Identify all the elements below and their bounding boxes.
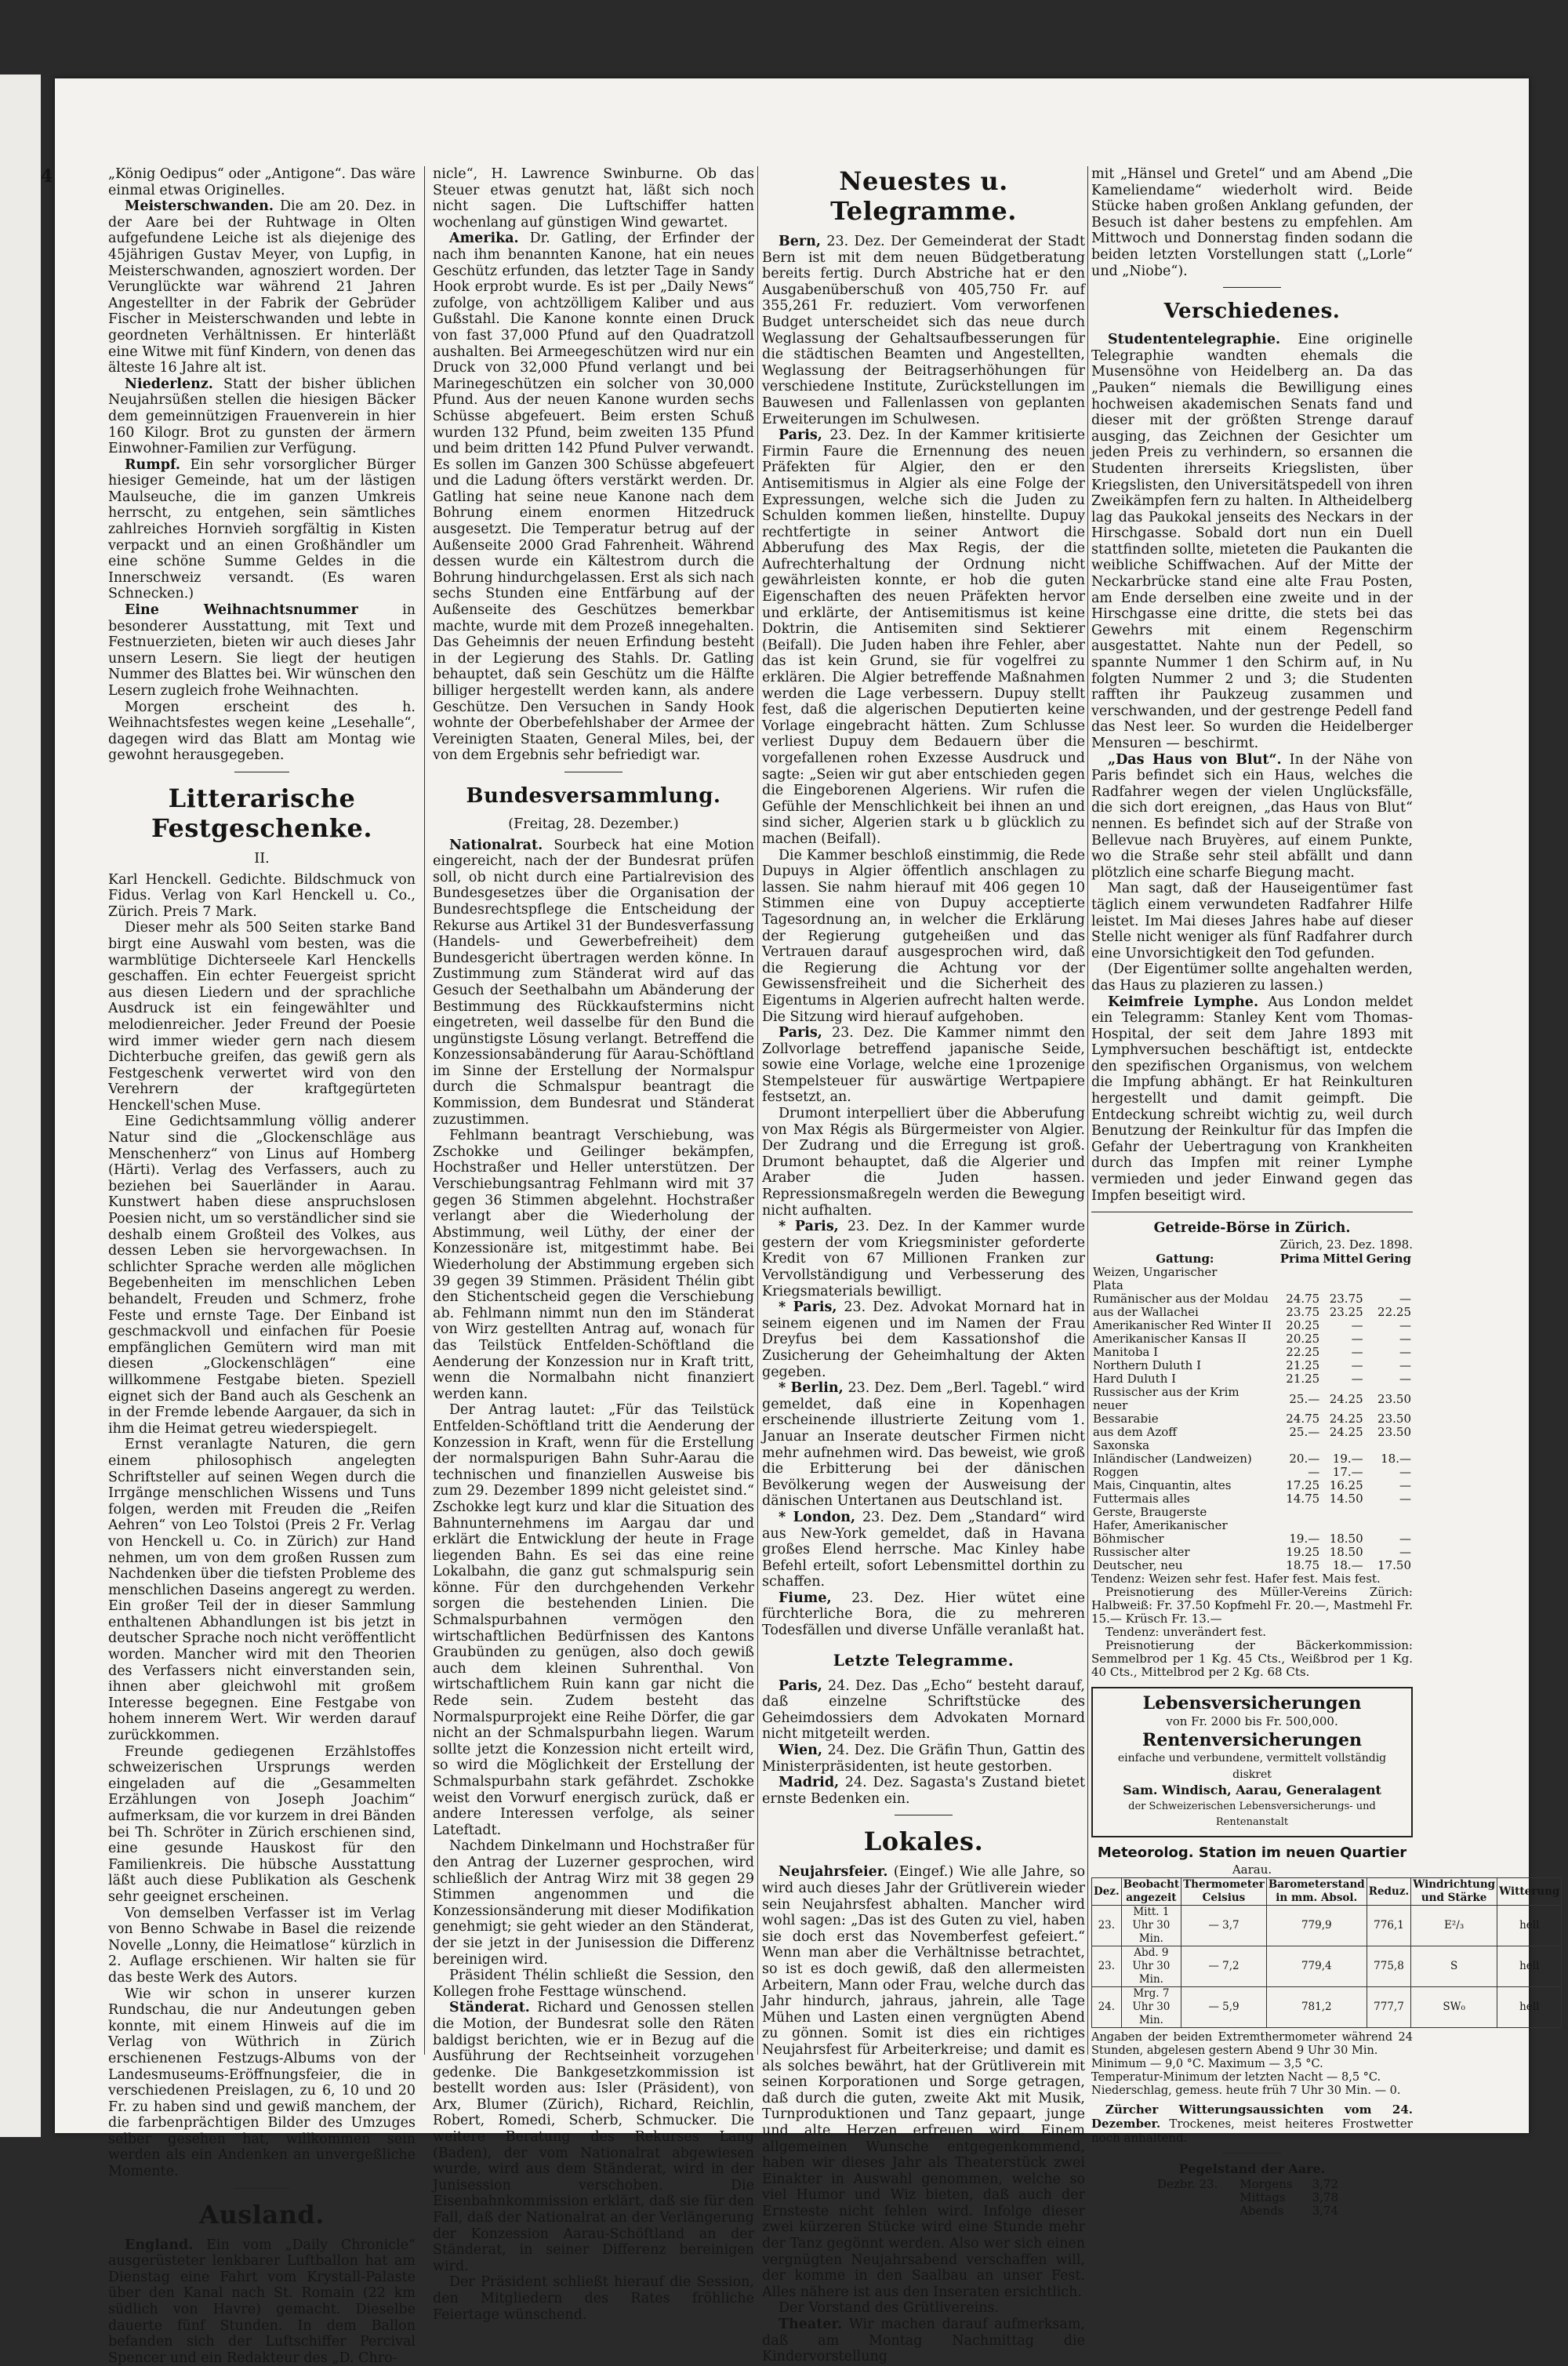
article-text: mit „Hänsel und Gretel“ und am Abend „Die Kameliendame“ wiederholt wird. Beide Stücke haben großen Anklang gefunden, der Besuch ist daher bestens zu empfehlen. Am Mittwoch und Donnerstag finden sodann die beiden letzten Vorstellungen statt („Lorle“ und „Niobe“).: [1091, 166, 1413, 279]
article-text: 23. Dez. Advokat Mornard hat in seinem eigenen und im Namen der Frau Dreyfus bei dem Kassationshof die Zusicherung der Geheimhaltung der Akten gegeben.: [762, 1299, 1085, 1380]
grain-tendency-2: Tendenz: unverändert fest.: [1105, 1625, 1267, 1640]
article-text: Die am 20. Dez. in der Aare bei der Ruhtwage in Olten aufgefundene Leiche ist als diejenige des 45jährigen Gustav Meyer, von Lupfig, in Meisterschwanden, agnosziert worden. Der Verunglückte war während 21 Jahren Angestellter in der Fabrik der Gebrüder Fischer in Meisterschwanden und lebte in geordneten Verhältnissen. Er hinterläßt eine Witwe mit fünf Kindern, von denen das älteste 16 Jahre alt ist.: [108, 198, 416, 376]
grain-cell: aus der Wallachei: [1093, 1305, 1199, 1320]
grain-cell: 18.50: [1329, 1545, 1363, 1560]
grain-row: [1091, 1439, 1413, 1452]
grain-cell: [1321, 1266, 1364, 1279]
water-level-row: [1156, 2204, 1348, 2218]
weather-row: [1092, 1946, 1562, 1987]
article-keyword: * Paris,: [779, 1219, 839, 1235]
article-text: Wir machen darauf aufmerksam, daß am Montag Nachmittag die Kindervorstellung: [762, 2317, 1085, 2365]
grain-cell: Bessarabie: [1093, 1412, 1159, 1427]
grain-cell: Amerikanischer Red Winter II: [1093, 1318, 1272, 1333]
grain-cell: —: [1399, 1292, 1411, 1307]
article-text: Präsident Thélin schließt die Session, den Kollegen frohe Festtage wünschend.: [433, 1968, 754, 2000]
grain-row: [1091, 1292, 1413, 1306]
grain-cell: 16.25: [1329, 1478, 1363, 1493]
grain-cell: Plata: [1093, 1278, 1123, 1293]
grain-cell: [1321, 1279, 1364, 1292]
grain-cell: 21.25: [1286, 1358, 1320, 1373]
grain-cell: Böhmischer: [1093, 1532, 1164, 1546]
weather-row: [1092, 1906, 1562, 1946]
water-level-cell: Mittags: [1240, 2190, 1286, 2204]
ad-agent: Sam. Windisch, Aarau, Generalagent: [1123, 1783, 1381, 1798]
section-heading: Letzte Telegramme.: [833, 1650, 1014, 1670]
weather-cell: 23.: [1092, 1946, 1122, 1987]
weather-cell: 24.: [1092, 1987, 1122, 2028]
forecast-heading: Zürcher Witterungsaussichten vom 24. Dezember.: [1091, 2103, 1413, 2132]
article-keyword: England.: [125, 2237, 194, 2253]
grain-cell: 24.25: [1329, 1412, 1363, 1427]
grain-cell: Hard Duluth I: [1093, 1372, 1177, 1387]
grain-cell: 19.—: [1332, 1452, 1363, 1466]
water-level-cell: [1156, 2191, 1238, 2204]
mill-prices: Preisnotierung des Müller-Vereins Zürich: Halbweiß: Fr. 37.50 Kopfmehl Fr. 20.—, Mastmehl Fr. 15.— Krüsch Fr. 13.—: [1091, 1585, 1413, 1626]
grain-cell: Roggen: [1093, 1465, 1139, 1480]
grain-cell: 14.50: [1329, 1492, 1363, 1506]
grain-cell: Russischer alter: [1093, 1545, 1190, 1560]
grain-row: [1091, 1386, 1413, 1412]
table-header-cell: Witterung: [1497, 1878, 1562, 1906]
grain-cell: —: [1399, 1332, 1411, 1347]
grain-row: [1091, 1479, 1413, 1492]
column-rule: [757, 166, 758, 2055]
grain-cell: —: [1399, 1358, 1411, 1373]
forecast-text: Trockenes, meist heiteres Frostwetter noch anhaltend.: [1091, 2117, 1413, 2146]
article-text: (Eingef.) Wie alle Jahre, so wird auch dieses Jahr der Grütliverein wieder sein Neujahrsfest abhalten. Mancher wird wohl sagen: „Das ist des Guten zu viel, haben sie doch erst das Novemberfest gefeiert.“ Wenn man aber die Verhältnisse betrachtet, so ist es doch gewiß, daß den allermeisten Arbeitern, Mann oder Frau, welche durch das Jahr hindurch, jahraus, jahrein, alle Tage Mühen und Lasten einen vergnügten Abend zu gönnen. Somit ist dies ein richtiges Neujahrsfest für Arbeiterkreise; und damit es als solches bewährt, hat der Grütliverein mit seinen Korporationen und Sorge getragen, daß durch die guten, zweite Akt mit Musik, Turnproduktionen und Tanz gepaart, junge und alte Herzen erfreuen wird. Einem allgemeinen Wunsche entgegenkommend, haben wir dieses Jahr als Theaterstück zwei Einakter in Auswahl genommen, welche so viel Humor und Wiz bieten, daß auch der Ernsteste nicht fehlen wird. Infolge dieser zwei kürzeren Stücke wird eine Stunde mehr der Tanz gegönnt werden. Also wer sich einen vergnügten Neujahrsabend verschaffen will, der komme in den Saalbau an unser Fest. Alles nähere ist aus den Inseraten ersichtlich.: [762, 1864, 1085, 2300]
section-subheading: (Freitag, 28. Dezember.): [508, 816, 679, 832]
grain-cell: 23.75: [1329, 1292, 1363, 1307]
grain-cell: [1321, 1519, 1364, 1532]
article-keyword: Nationalrat.: [449, 837, 543, 853]
weather-cell: hell: [1497, 1906, 1562, 1946]
column-rule: [1087, 166, 1088, 2055]
weather-cell: 779,9: [1266, 1906, 1367, 1946]
weather-table: [1091, 1877, 1562, 2028]
column-2: [433, 166, 754, 2323]
article-keyword: Fiume,: [779, 1590, 832, 1606]
article-keyword: Niederlenz.: [125, 376, 213, 392]
article-text: Dieser mehr als 500 Seiten starke Band birgt eine Auswahl vom besten, was die warmblütige Dichterseele Karl Henckells geschaffen. Ein echter Feuergeist spricht aus diesen Liedern und der sprachliche Ausdruck ist ein feingewählter und melodienreicher. Jeder Freund der Poesie wird immer wieder gern nach diesem Dichterbuche greifen, das gewiß gern als Festgeschenk verwertet wird von den Verehrern der kraftgegürteten Henckell'schen Muse.: [108, 920, 416, 1114]
table-header-cell: Gattung:: [1156, 1252, 1214, 1267]
weather-note: Minimum — 9,0 °C. Maximum — 3,5 °C.: [1091, 2058, 1323, 2071]
grain-cell: Futtermais alles: [1093, 1492, 1190, 1506]
weather-cell: E²/₃: [1411, 1906, 1497, 1946]
bakery-prices: Preisnotierung der Bäckerkommission: Semmelbrod per 1 Kg. 45 Cts., Weißbrod per 1 Kg. 40 Cts., Mittelbrod per 2 Kg. 68 Cts.: [1091, 1638, 1413, 1680]
column-3: [762, 166, 1085, 2365]
weather-cell: S: [1411, 1946, 1497, 1987]
table-header-cell: Dez.: [1092, 1878, 1122, 1906]
table-header-cell: Thermometer Celsius: [1181, 1878, 1267, 1906]
grain-cell: 23.50: [1377, 1412, 1411, 1427]
article-text: Fehlmann beantragt Verschiebung, was Zschokke und Geilinger bekämpfen, Hochstraßer und Heller unterstützen. Der Verschiebungsantrag Fehlmann wird mit 37 gegen 36 Stimmen abgelehnt. Hochstraßer verlangt aber die Wiederholung der Abstimmung, weil Lüthy, der einer der Konzessionäre ist, mitgestimmt habe. Bei Wiederholung der Abstimmung ergeben sich 39 gegen 39 Stimmen. Präsident Thélin gibt den Stichentscheid gegen die Verschiebung ab. Fehlmann nimmt nun den im Ständerat von Wirz gestellten Antrag auf, wonach für das Teilstück Entfelden-Schöftland die Aenderung der Konzession nur in Kraft tritt, wenn die Normalbahn nicht finanziert werden kann.: [433, 1128, 754, 1402]
article-keyword: Keimfreie Lymphe.: [1108, 994, 1259, 1010]
article-text: Karl Henckell. Gedichte. Bildschmuck von Fidus. Verlag von Karl Henckell u. Co., Zürich. Preis 7 Mark.: [108, 871, 416, 920]
water-level-cell: Dezbr. 23.: [1157, 2176, 1218, 2191]
grain-row: [1091, 1519, 1413, 1532]
section-heading: Bundesversammlung.: [466, 783, 721, 808]
grain-cell: —: [1399, 1492, 1411, 1506]
article-text: 23. Dez. Dem „Berl. Tagebl.“ wird gemeldet, daß eine in Kopenhagen erscheinende illustrierte Zeitung vom 1. Januar an Inserate deutscher Firmen nicht mehr aufnehmen wird. Das beweist, wie groß die Erbitterung bei der dänischen Bevölkerung wegen der Ausweisung der dänischen Untertanen aus Deutschland ist.: [762, 1380, 1085, 1510]
article-text: 24. Dez. Die Gräfin Thun, Gattin des Ministerpräsidenten, ist heute gestorben.: [762, 1743, 1085, 1775]
grain-cell: 17.—: [1332, 1465, 1363, 1480]
grain-cell: Deutscher, neu: [1093, 1558, 1183, 1573]
grain-row: [1091, 1452, 1413, 1466]
grain-tendency: Tendenz: Weizen sehr fest. Hafer fest. Mais fest.: [1091, 1572, 1381, 1586]
grain-row: [1091, 1319, 1413, 1332]
grain-cell: 18.—: [1332, 1558, 1363, 1573]
grain-cell: [1279, 1266, 1321, 1279]
grain-cell: —: [1399, 1532, 1411, 1546]
article-text: Der Antrag lautet: „Für das Teilstück Entfelden-Schöftland tritt die Aenderung der Konzession in Kraft, wenn für die Erstellung der normalspurigen Bahn Suhr-Aarau die technischen und finanziellen Ausweise bis zum 29. Dezember 1899 nicht geleistet sind.“ Zschokke legt kurz und klar die Situation des Bahnunternehmens im Aargau dar und erklärt die Entwicklung der heute in Frage liegenden Bahn. Es sei das eine reine Lokalbahn, die ganz gut schmalspurig sein könne. Für den durchgehenden Verkehr sorgen die bestehenden Linien. Die Schmalspurbahnen vermögen den wirtschaftlichen Bedürfnissen des Kantons Graubünden zu genügen, also doch gewiß auch dem kleinen Suhrenthal. Von wirtschaftlichem Ruin kann gar nicht die Rede sein. Zudem besteht das Normalspurprojekt eine Reihe Dörfer, die gar nicht an der Schmalspurbahn liegen. Warum sollte jetzt die Konzession nicht erteilt wird, so wird die Möglichkeit der Erstellung der Schmalspurbahn stark gefährdet. Zschokke weist den Vorwurf energisch zurück, daß er andere Interessen verfolge, als seiner Lateftadt.: [433, 1402, 754, 1838]
grain-cell: [1321, 1506, 1364, 1519]
article-keyword: „Das Haus von Blut“.: [1108, 751, 1282, 768]
grain-row: [1091, 1559, 1413, 1572]
grain-cell: —: [1351, 1332, 1363, 1347]
ad-headline: Rentenversicherungen: [1142, 1730, 1362, 1750]
article-keyword: Neujahrsfeier.: [779, 1864, 888, 1881]
weather-cell: — 3,7: [1181, 1906, 1267, 1946]
grain-cell: 22.25: [1377, 1305, 1411, 1320]
table-header-cell: Windrichtung und Stärke: [1411, 1878, 1497, 1906]
grain-cell: —: [1399, 1465, 1411, 1480]
grain-cell: Rumänischer aus der Moldau: [1093, 1292, 1269, 1307]
weather-cell: SW₀: [1411, 1987, 1497, 2028]
ad-text: von Fr. 2000 bis Fr. 500,000.: [1166, 1714, 1338, 1729]
grain-cell: [1365, 1506, 1413, 1519]
article-text: 23. Dez. Dem „Standard“ wird aus New-York gemeldet, daß in Havana großes Elend herrsche. Mac Kinley habe Befehl erteilt, sofort Lebensmittel dorthin zu schaffen.: [762, 1509, 1085, 1590]
grain-row: [1091, 1279, 1413, 1292]
article-text: 24. Dez. Sagasta's Zustand bietet ernste Bedenken ein.: [762, 1775, 1085, 1807]
article-text: 23. Dez. In der Kammer kritisierte Firmin Faure die Ernennung des neuen Präfekten für Algier, den er den Antisemitismus in Algier als eine Folge der Expressungen, welche sich die Juden zu Schulden kommen ließen, hinstellte. Dupuy rechtfertigte in seiner Antwort die Abberufung des Max Regis, der die Aufrechterhaltung der Ordnung nicht gewährleisten konnte, er hob die guten Eigenschaften des neuen Präfekten hervor und erklärte, der Antisemitismus ist keine Doktrin, die Antisemiten sind Sektierer (Beifall). Die Juden haben ihre Fehler, aber das ist kein Grund, sie für vogelfrei zu erklären. Die Algier betreffende Maßnahmen werden die Lage verbessern. Dupuy stellt fest, daß die algerischen Deputierten keine Vorlage eingebracht hätten. Zum Schlusse verliest Dupuy dem Bedauern über die vorgefallenen rohen Exzesse Ausdruck und sagte: „Seien wir gut aber entschieden gegen die Eingeborenen Algeriens. Wir rufen die Gefühle der Menschlichkeit bei ihnen an und sind sicher, Algerien stark u b glücklich zu machen (Beifall).: [762, 427, 1085, 847]
water-level-cell: Abends: [1240, 2203, 1284, 2218]
article-text: „König Oedipus“ oder „Antigone“. Das wäre einmal etwas Originelles.: [108, 166, 416, 198]
article-keyword: Meisterschwanden.: [125, 198, 274, 215]
article-text: Richard und Genossen stellen die Motion, der Bundesrat solle den Räten baldigst berichten, wie er in Bezug auf die Ausführung der Rechtseinheit vorzugehen gedenke. Die Bankgesetzkommission ist bestellt worden aus: Isler (Präsident), von Arx, Blumer (Zürich), Richard, Reichlin, Robert, Romedi, Scherb, Schmucker. Die weitere Beratung des Rekurses Lang (Baden), der vom Nationalrat abgewiesen wurde, wird aus dem Ständerat, wird in der Junisession verschoben. Die Eisenbahnkommission erklärt, daß sie für den Fall, daß der Nationalrat an der Verlängerung der Konzession Aarau-Schöftland an der Ständerat, in seiner Differenz bereinigen wird.: [433, 2000, 754, 2274]
water-level-cell: [1156, 2204, 1238, 2218]
grain-row: [1091, 1506, 1413, 1519]
column-4: [1091, 166, 1560, 2218]
weather-cell: 777,7: [1367, 1987, 1410, 2028]
grain-cell: —: [1399, 1372, 1411, 1387]
weather-station-title: Meteorolog. Station im neuen Quartier: [1097, 1844, 1407, 1861]
article-keyword: * Berlin,: [779, 1380, 844, 1397]
weather-cell: hell: [1497, 1987, 1562, 2028]
article-text: Sourbeck hat eine Motion eingereicht, nach der der Bundesrat prüfen soll, ob nicht durch eine Partialrevision des Bundesgesetzes über die Organisation der Bundesrechtspflege die Entscheidung der Rekurse aus Artikel 31 der Bundesverfassung (Handels- und Gewerbefreiheit) dem Bundesgericht übertragen werden könne. In Zustimmung zum Ständerat wird auf das Gesuch der Seethalbahn um Abänderung der Bestimmung des Rückkaufstermins nicht eingetreten, weil dasselbe für den Bund die ungünstigste Lösung verlangt. Betreffend die Konzessionsabänderung für Aarau-Schöftland im Sinne der Erstellung der Normalspur durch die Schmalspur beantragt die Kommission, dem Bundesrat und Ständerat zuzustimmen.: [433, 837, 754, 1128]
article-keyword: Rumpf.: [125, 456, 181, 473]
grain-cell: aus dem Azoff: [1093, 1425, 1177, 1440]
water-level-row: [1156, 2178, 1348, 2191]
grain-cell: [1365, 1519, 1413, 1532]
article-keyword: Studententelegraphie.: [1108, 332, 1281, 348]
weather-cell: — 5,9: [1181, 1987, 1267, 2028]
grain-cell: —: [1351, 1372, 1363, 1387]
weather-note: Niederschlag, gemess. heute früh 7 Uhr 30 Min. — 0.: [1091, 2084, 1401, 2098]
grain-cell: 24.75: [1286, 1412, 1320, 1427]
grain-cell: 14.75: [1286, 1492, 1320, 1506]
separator: [234, 2188, 290, 2189]
grain-row: [1091, 1532, 1413, 1546]
article-text: nicle“, H. Lawrence Swinburne. Ob das Steuer etwas genutzt hat, läßt sich noch nicht sagen. Die Luftschiffer hatten wochenlang auf günstigen Wind gewartet.: [433, 166, 754, 231]
section-subheading: II.: [254, 850, 270, 867]
weather-cell: — 7,2: [1181, 1946, 1267, 1987]
column-rule: [424, 166, 425, 2055]
grain-cell: Northern Duluth I: [1093, 1358, 1202, 1373]
grain-cell: 20.—: [1289, 1452, 1320, 1466]
grain-cell: Manitoba I: [1093, 1345, 1159, 1360]
article-keyword: Madrid,: [779, 1775, 840, 1791]
article-keyword: Eine Weihnachtsnummer: [125, 602, 358, 619]
grain-cell: Gerste, Braugerste: [1093, 1505, 1207, 1520]
article-text: In der Nähe von Paris befindet sich ein Haus, welches die Radfahrer wegen der vielen Unglücksfälle, die sich dort ereignen, „das Haus von Blut“ nennen. Es befindet sich auf der Straße von Bellevue nach Bruyères, auf einem Punkte, wo die Straße sehr steil abfällt und dann plötzlich eine scharfe Biegung macht.: [1091, 751, 1413, 881]
grain-row: [1091, 1546, 1413, 1559]
table-header-cell: Prima: [1279, 1252, 1320, 1267]
article-text: Der Präsident schließt hierauf die Session, den Mitgliedern des Rates fröhliche Feiertage wünschend.: [433, 2274, 754, 2323]
weather-row: [1092, 1987, 1562, 2028]
article-text: 23. Dez. Der Gemeinderat der Stadt Bern ist mit dem neuen Büdgetberatung bereits fertig. Durch Abstriche hat er den Ausgabenüberschuß von 405,750 Fr. auf 355,261 Fr. reduziert. Vom verworfenen Budget unterscheidet sich das neue durch Weglassung der Gehaltsaufbesserungen für die städtischen Beamten und Angestellten, Weglassung der Beitragserhöhungen für verschiedene Institute, Zurückstellungen im Bauwesen und Fallenlassen von geplanten Erweiterungen im Schulwesen.: [762, 234, 1085, 427]
weather-cell: Abd. 9 Uhr 30 Min.: [1121, 1946, 1181, 1987]
article-keyword: * London,: [779, 1509, 856, 1525]
section-heading: Neuestes u. Telegramme.: [830, 166, 1017, 226]
grain-cell: Saxonska: [1093, 1438, 1150, 1453]
grain-cell: 23.75: [1286, 1305, 1320, 1320]
ad-headline: Lebensversicherungen: [1142, 1693, 1362, 1714]
article-text: Wie wir schon in unserer kurzen Rundschau, die nur Andeutungen geben konnte, mit einem Hinweis auf die im Verlag von Wüthrich in Zürich erschienenen Festzugs-Albums von der Landesmuseums-Eröffnungsfeier, die in verschiedenen Preislagen, zu 6, 10 und 20 Fr. zu haben sind und gewiß manchem, der die farbenprächtigen Bilder des Umzuges selber gesehen hat, willkommen sein werden als ein Andenken an unvergeßliche Momente.: [108, 1986, 416, 2180]
article-text: Drumont interpelliert über die Abberufung von Max Régis als Bürgermeister von Algier. Der Zudrang und die Erregung ist groß. Drumont behauptet, daß die Algerier und Araber die Juden hassen. Repressionsmaßregeln werden die Bewegung nicht aufhalten.: [762, 1106, 1085, 1219]
section-heading: Verschiedenes.: [1163, 300, 1341, 324]
article-keyword: Paris,: [779, 1025, 822, 1041]
separator: [1223, 287, 1281, 288]
article-keyword: * Paris,: [779, 1299, 837, 1316]
grain-cell: 18.75: [1286, 1558, 1320, 1573]
article-text: Eine originelle Telegraphie wandten ehemals die Musensöhne von Heidelberg an. Da das „Pauken“ niemals die Bewilligung eines hochweisen akademischen Senats fand und dieser mit der größten Strenge darauf ausging, das Zeichnen der Gesichter um jeden Preis zu verhindern, so ersannen die Studenten ihrerseits Kriegslisten, über Kriegslisten, den Universitätspedell von ihren Zweikämpfen fern zu halten. In Altheidelberg lag das Paukokal jenseits des Neckars in der Hirschgasse. Sobald dort nun ein Duell stattfinden sollte, mieteten die Paukanten die weibliche Schiffwachen. Auf der Mitte der Neckarbrücke stand eine alte Frau Posten, am Ende derselben eine zweite und in der Hirschgasse eine dritte, die stets bei das Gewehrs mit einem Regenschirm ausgestattet. Nahte nun der Pedell, so spannte Nummer 1 den Schirm auf, in Nu folgten Nummer 2 und 3; die Studenten rafften ihr Paukzeug zusammen und verschwanden, und der gestrenge Pedell fand das Nest leer. So wurden die Heidelberger Mensuren — beschirmt.: [1091, 332, 1413, 751]
weather-cell: 776,1: [1367, 1906, 1410, 1946]
weather-cell: Mrg. 7 Uhr 30 Min.: [1121, 1987, 1181, 2028]
article-text: 23. Dez. Hier wütet eine fürchterliche Bora, die zu mehreren Todesfällen und diverse Unfälle veranlaßt hat.: [762, 1590, 1085, 1639]
article-text: Freunde gediegenen Erzählstoffes schweizerischen Ursprungs werden eingeladen auf die „Gesammelten Erzählungen von Joseph Joachim“ aufmerksam, die vor kurzem in drei Bänden bei Th. Schröter in Zürich erschienen sind, eine gesunde Hauskost für den Familienkreis. Die hübsche Ausstattung läßt auch diese Publikation als Geschenk sehr geeignet erscheinen.: [108, 1743, 416, 1905]
article-text: Ernst veranlagte Naturen, die gern einem philosophisch angelegten Schriftsteller auf seinen Wegen durch die Irrgänge menschlichen Wissens und Tuns folgen, werden mit Freuden die „Reifen Aehren“ von Leo Tolstoi (Preis 2 Fr. Verlag von Henckell u. Co. in Zürich) zur Hand nehmen, um von dem großen Russen zum Nachdenken über die tiefsten Probleme des menschlichen Daseins angeregt zu werden. Ein großer Teil der in dieser Sammlung enthaltenen Abhandlungen ist bis jetzt in deutscher Sprache noch nicht veröffentlicht worden. Mancher wird mit den Theorien des Verfassers nicht einverstanden sein, ihnen aber gleichwohl mit großem Interesse begegnen. Eine Festgabe von hohem innerem Wert. Wir werden darauf zurückkommen.: [108, 1437, 416, 1744]
weather-cell: 775,8: [1367, 1946, 1410, 1987]
article-keyword: Ständerat.: [449, 2000, 530, 2016]
grain-cell: 17.50: [1377, 1558, 1411, 1573]
grain-cell: —: [1399, 1345, 1411, 1360]
grain-cell: 25.—: [1289, 1391, 1320, 1406]
table-header-cell: Mittel: [1323, 1252, 1363, 1267]
grain-row: [1091, 1359, 1413, 1372]
grain-cell: Inländischer (Landweizen): [1093, 1452, 1252, 1466]
ad-text: einfache und verbundene, vermittelt vollständig diskret: [1117, 1752, 1387, 1781]
grain-cell: Mais, Cinquantin, altes: [1093, 1478, 1232, 1493]
grain-cell: [1279, 1439, 1321, 1452]
section-heading: Ausland.: [199, 2199, 325, 2230]
grain-cell: Amerikanischer Kansas II: [1093, 1332, 1247, 1347]
table-header-cell: Reduz.: [1367, 1878, 1410, 1906]
grain-cell: 24.75: [1286, 1292, 1320, 1307]
grain-cell: 22.25: [1286, 1345, 1320, 1360]
article-text: Die Kammer beschloß einstimmig, die Rede Dupuys in Algier öffentlich anschlagen zu lassen. Sie nahm hierauf mit 406 gegen 10 Stimmen eine von Dupuy acceptierte Tagesordnung an, in welcher die Erklärung der Regierung gutgeheißen und das Vertrauen darauf ausgesprochen wird, daß die Regierung die Achtung vor der Gewissensfreiheit und die Sicherheit des Eigentums in Algerien aufrecht halten werde. Die Sitzung wird hierauf aufgehoben.: [762, 847, 1085, 1025]
grain-cell: 25.—: [1289, 1425, 1320, 1440]
grain-cell: [1365, 1279, 1413, 1292]
grain-cell: 24.25: [1329, 1391, 1363, 1406]
grain-cell: —: [1399, 1478, 1411, 1493]
grain-row: [1091, 1266, 1413, 1279]
grain-exchange-date: Zürich, 23. Dez. 1898.: [1279, 1237, 1413, 1252]
table-header-cell: Beobacht angezeit: [1121, 1878, 1181, 1906]
grain-cell: —: [1351, 1345, 1363, 1360]
table-header-cell: Gering: [1366, 1252, 1411, 1267]
water-level-table: [1156, 2178, 1348, 2218]
grain-cell: 19.—: [1289, 1532, 1320, 1546]
grain-row: [1091, 1466, 1413, 1479]
table-header-cell: Barometerstand in mm. Absol.: [1266, 1878, 1367, 1906]
weather-cell: 23.: [1092, 1906, 1122, 1946]
water-level-title: Pegelstand der Aare.: [1178, 2161, 1326, 2177]
folio-mark: 4: [41, 166, 53, 187]
article-text: Von demselben Verfasser ist im Verlag von Benno Schwabe in Basel die reizende Novelle „Lonny, die Heimatlose“ kürzlich in 2. Auflage erschienen. Wir halten sie für das beste Werk des Autors.: [108, 1905, 416, 1986]
article-keyword: Wien,: [779, 1743, 822, 1759]
grain-cell: 19.25: [1286, 1545, 1320, 1560]
article-keyword: Paris,: [779, 427, 822, 444]
grain-exchange-title: Getreide-Börse in Zürich.: [1153, 1220, 1351, 1237]
article-text: Ein sehr vorsorglicher Bürger hiesiger Gemeinde, hat um der lästigen Maulseuche, die im ganzen Umkreis herrscht, zu entgehen, sein sämtliches zahlreiches Hornvieh sorgfältig in Kisten verpackt und an einen Großhändler um eine schöne Summe Geldes in die Innerschweiz versandt. (Es waren Schnecken.): [108, 456, 416, 602]
grain-cell: Hafer, Amerikanischer: [1093, 1518, 1228, 1533]
grain-cell: —: [1399, 1318, 1411, 1333]
grain-cell: [1279, 1519, 1321, 1532]
weather-station-place: Aarau.: [1232, 1862, 1272, 1877]
article-keyword: Paris,: [779, 1677, 822, 1694]
grain-cell: 17.25: [1286, 1478, 1320, 1493]
grain-cell: 24.25: [1329, 1425, 1363, 1440]
article-text: Morgen erscheint des h. Weihnachtsfestes wegen keine „Lesehalle“, dagegen wird das Blatt am Montag wie gewohnt herausgegeben.: [108, 699, 416, 764]
article-keyword: Theater.: [779, 2317, 843, 2333]
article-text: 23. Dez. In der Kammer wurde gestern der vom Kriegsminister geforderte Kredit von 67 Millionen Franken zur Vervollständigung und Verbesserung des Kriegsmaterials bewilligt.: [762, 1219, 1085, 1299]
weather-cell: Mitt. 1 Uhr 30 Min.: [1121, 1906, 1181, 1946]
weather-cell: 779,4: [1266, 1946, 1367, 1987]
grain-price-table: [1091, 1252, 1413, 1572]
water-level-cell: 3,72: [1312, 2176, 1338, 2191]
grain-cell: 18.—: [1381, 1452, 1411, 1466]
grain-row: [1091, 1372, 1413, 1386]
grain-cell: 23.25: [1329, 1305, 1363, 1320]
weather-note: Angaben der beiden Extremthermometer während 24 Stunden, abgelesen gestern Abend 9 Uhr 30 Min.: [1091, 2031, 1413, 2058]
grain-cell: —: [1351, 1318, 1363, 1333]
water-level-row: [1156, 2191, 1348, 2204]
section-heading: Lokales.: [863, 1826, 984, 1857]
column-1: [108, 166, 416, 2366]
grain-cell: Weizen, Ungarischer: [1093, 1265, 1218, 1280]
grain-cell: 23.50: [1377, 1425, 1411, 1440]
grain-cell: [1365, 1266, 1413, 1279]
grain-cell: —: [1351, 1358, 1363, 1373]
article-keyword: Bern,: [779, 234, 821, 249]
water-level-cell: 3,74: [1312, 2203, 1338, 2218]
grain-row: [1091, 1426, 1413, 1439]
weather-cell: 781,2: [1266, 1987, 1367, 2028]
article-text: Dr. Gatling, der Erfinder der nach ihm benannten Kanone, hat ein neues Geschütz erfunden, das letzter Tage in Sandy Hook erprobt wurde. Es ist per „Daily News“ zufolge, von achtzölligem Kaliber und aus Gußstahl. Die Kanone konnte einen Druck von fast 37,000 Pfund auf den Quadratzoll aushalten. Bei Armeegeschützen wird nur ein Druck von 32,000 Pfund verlangt und bei Marinegeschützen ein solcher von 30,000 Pfund. Aus der neuen Kanone wurden sechs Schüsse abgefeuert. Beim ersten Schuß wurden 132 Pfund, beim zweiten 135 Pfund und beim dritten 142 Pfund Pulver verwandt. Es sollen im Ganzen 300 Schüsse abgefeuert und die Ladung öfters verstärkt werden. Dr. Gatling hat seine neue Kanone nach dem Bohrung einem enormen Hitzedruck ausgesetzt. Die Temperatur betrug auf der Außenseite 2000 Grad Fahrenheit. Während dessen wurde ein Kältestrom durch die Bohrung hindurchgelassen. Erst als sich nach sechs Stunden eine Entfärbung auf der Außenseite des Geschützes bemerkbar machte, wurde mit dem Prozeß innegehalten. Das Geheimnis der neuen Erfindung besteht in der Legierung des Stahls. Dr. Gatling behauptet, daß sein Geschütz um die Hälfte billiger hergestellt werden kann, als andere Geschütze. Den Versuchen in Sandy Hook wohnte der Oberbefehlshaber der Armee der Vereinigten Staaten, General Miles, bei, der von dem Ergebnis sehr befriedigt war.: [433, 231, 754, 764]
article-text: Eine Gedichtsammlung völlig anderer Natur sind die „Glockenschläge aus Menschenherz“ von Linus auf Homberg (Härti). Verlag des Verfassers, auch zu beziehen bei Sauerländer in Aarau. Kunstwert haben diese anspruchslosen Poesien nicht, um so verständlicher sind sie deshalb einem Großteil des Volkes, aus dessen Leben sie hervorgewachsen. In schlichter Sprache werden alle möglichen Begebenheiten im menschlichen Leben behandelt, Freuden und Schmerz, frohe Feste und ernste Tage. Der Einband ist geschmackvoll und einfachen für Poesie empfänglichen Gemütern wird man mit diesen „Glockenschlägen“ eine willkommene Festgabe bieten. Speziell eignet sich der Band auch als Geschenk an in der Fremde lebende Aargauer, da sich in ihm die Heimat getreu wiederspiegelt.: [108, 1114, 416, 1437]
article-text: 24. Dez. Das „Echo“ besteht darauf, daß einzelne Schriftstücke des Geheimdossiers dem Advokaten Mornard nicht mitgeteilt werden.: [762, 1677, 1085, 1743]
adjacent-page-strip: [0, 75, 41, 2137]
article-text: Ein vom „Daily Chronicle“ ausgerüsteter lenkbarer Luftballon hat am Dienstag eine Fahrt vom Krystall-Palaste über den Kanal nach St. Romain (22 km südlich von Havre) gemacht. Dieselbe dauerte fünf Stunden. In dem Ballon befanden sich der Luftschiffer Percival Spencer und ein Redakteur des „D. Chro-: [108, 2237, 416, 2366]
grain-row: [1091, 1332, 1413, 1346]
grain-cell: [1321, 1439, 1364, 1452]
water-level-cell: Morgens: [1240, 2176, 1293, 2191]
weather-note: Temperatur-Minimum der letzten Nacht — 8,5 °C.: [1091, 2071, 1381, 2084]
grain-cell: —: [1308, 1465, 1320, 1480]
grain-cell: Russischer aus der Krim neuer: [1093, 1385, 1240, 1413]
article-signature: Der Vorstand des Grütlivereins.: [779, 2300, 1000, 2317]
grain-cell: 23.50: [1377, 1391, 1411, 1406]
grain-row: [1091, 1492, 1413, 1506]
article-text: Nachdem Dinkelmann und Hochstraßer für den Antrag der Luzerner gesprochen, wird schließlich der Antrag Wirz mit 38 gegen 29 Stimmen angenommen und die Konzessionsänderung mit dieser Modifikation genehmigt; sie geht wieder an den Ständerat, der sie jetzt in der Junisession die Differenz bereinigen wird.: [433, 1838, 754, 1968]
article-text: in besonderer Ausstattung, mit Text und Festnuerzieten, bieten wir auch dieses Jahr unsern Lesern. Sie liegt der heutigen Nummer des Blattes bei. Wir wünschen den Lesern zugleich frohe Weihnachten.: [108, 602, 416, 699]
grain-row: [1091, 1412, 1413, 1426]
article-text: (Der Eigentümer sollte angehalten werden, das Haus zu plazieren zu lassen.): [1091, 961, 1413, 994]
article-keyword: Amerika.: [449, 231, 519, 247]
grain-row: [1091, 1346, 1413, 1359]
insurance-advertisement: [1091, 1687, 1413, 1837]
article-text: Statt der bisher üblichen Neujahrsüßen stellen die hiesigen Bäcker dem gemeinnützigen Frauenverein in hier 160 Kilogr. Brot zu gunsten der ärmern Einwohner-Familien zur Verfügung.: [108, 376, 416, 457]
article-text: Aus London meldet ein Telegramm: Stanley Kent vom Thomas-Hospital, der seit dem Jahre 1893 mit Lymphversuchen beschäftigt ist, entdeckte den spezifischen Organismus, von welchem die Impfung abhängt. Er hat Reinkulturen hergestellt und damit geimpft. Die Entdeckung schreibt wichtig zu, weil durch Benutzung der Reinkultur für das Impfen die Gefahr der Uebertragung von Krankheiten durch das Impfen mit reiner Lymphe vermieden und jeder Einwand gegen das Impfen beseitigt wird.: [1091, 994, 1413, 1204]
grain-cell: 20.25: [1286, 1318, 1320, 1333]
article-text: 23. Dez. Die Kammer nimmt den Zollvorlage betreffend japanische Seide, sowie eine Vorlage, welche eine 1prozenige Stempelsteuer für auswärtige Wertpapiere festsetzt, an.: [762, 1025, 1085, 1106]
weather-cell: hell: [1497, 1946, 1562, 1987]
grain-cell: 20.25: [1286, 1332, 1320, 1347]
grain-cell: [1365, 1439, 1413, 1452]
grain-cell: [1279, 1279, 1321, 1292]
ad-text: der Schweizerischen Lebensversicherungs- und Rentenanstalt: [1128, 1800, 1376, 1829]
grain-cell: 18.50: [1329, 1532, 1363, 1546]
grain-cell: [1279, 1506, 1321, 1519]
grain-row: [1091, 1306, 1413, 1319]
water-level-cell: 3,78: [1312, 2190, 1338, 2204]
section-heading: Litterarische Festgeschenke.: [151, 783, 372, 843]
grain-cell: —: [1399, 1545, 1411, 1560]
article-text: Man sagt, daß der Hauseigentümer fast täglich einem verwundeten Radfahrer Hilfe leistet. Im Mai dieses Jahres habe auf dieser Stelle nicht weniger als fünf Radfahrer durch eine Unvorsichtigkeit den Tod gefunden.: [1091, 881, 1413, 961]
grain-cell: 21.25: [1286, 1372, 1320, 1387]
